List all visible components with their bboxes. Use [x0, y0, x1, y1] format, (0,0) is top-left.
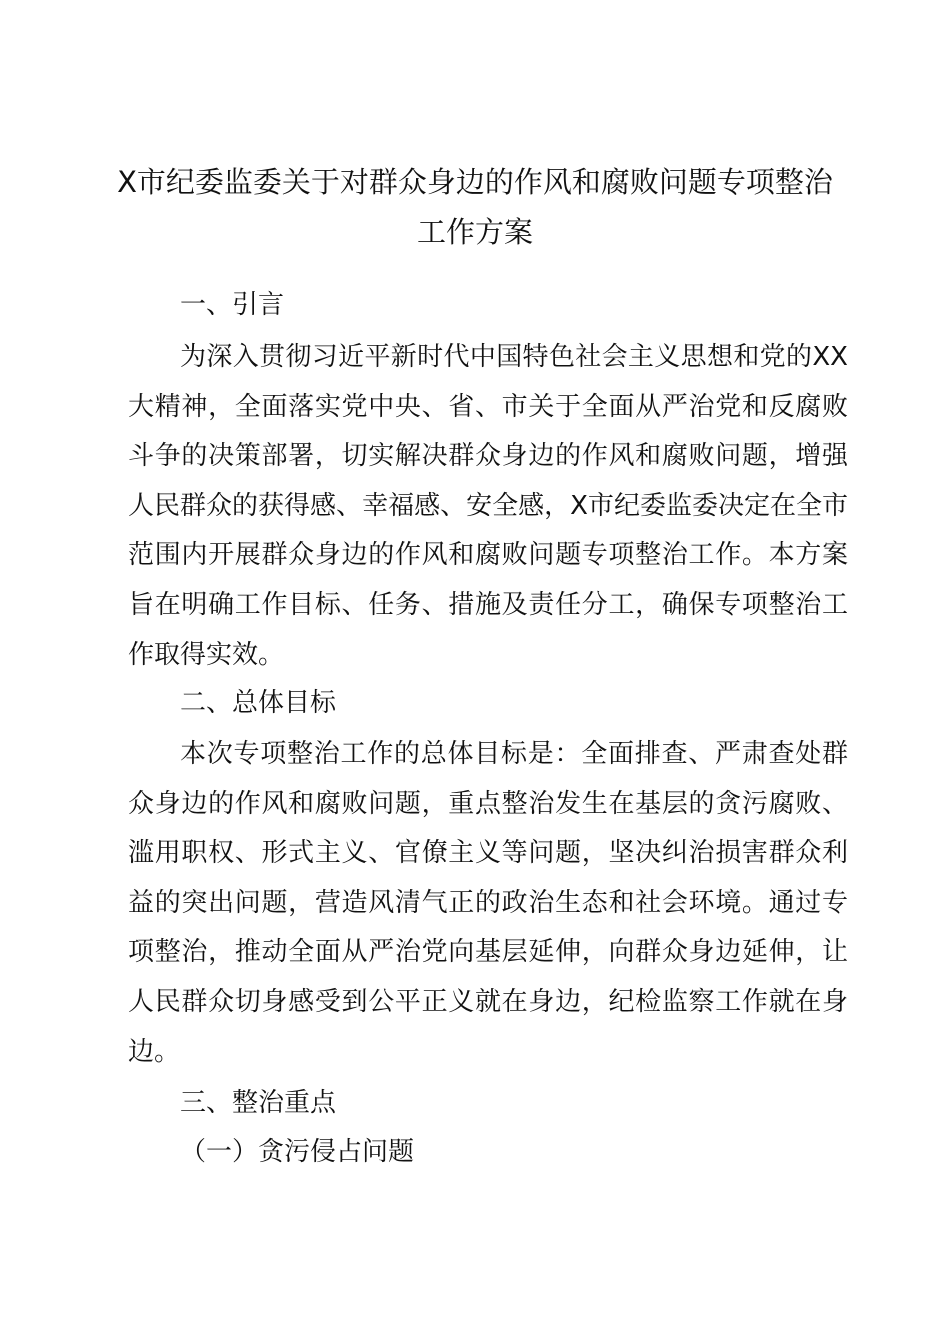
overall-goal-paragraph: 本次专项整治工作的总体目标是：全面排查、严肃查处群众身边的作风和腐败问题，重点整治发生在基层的贪污腐败、滥用职权、形式主义、官僚主义等问题，坚决纠治损害群众利益的突出问题，营造风清气正的政治生态和社会环境。通过专项整治，推动全面从严治党向基层延伸，向群众身边延伸，让人民群众切身感受到公平正义就在身边，纪检监察工作就在身边。	[128, 739, 848, 1067]
document-title: X市纪委监委关于对群众身边的作风和腐败问题专项整治工作方案	[117, 165, 833, 249]
section-heading-introduction: 一、引言	[180, 290, 285, 320]
section-heading-key-points: 三、整治重点	[180, 1088, 337, 1118]
section-heading-overall-goal: 二、总体目标	[180, 688, 337, 718]
subsection-heading-embezzlement: （一）贪污侵占问题	[180, 1137, 415, 1167]
introduction-paragraph: 为深入贯彻习近平新时代中国特色社会主义思想和党的XX大精神，全面落实党中央、省、市关于全面从严治党和反腐败斗争的决策部署，切实解决群众身边的作风和腐败问题，增强人民群众的获得感、幸福感、安全感，X市纪委监委决定在全市范围内开展群众身边的作风和腐败问题专项整治工作。本方案旨在明确工作目标、任务、措施及责任分工，确保专项整治工作取得实效。	[128, 342, 848, 670]
